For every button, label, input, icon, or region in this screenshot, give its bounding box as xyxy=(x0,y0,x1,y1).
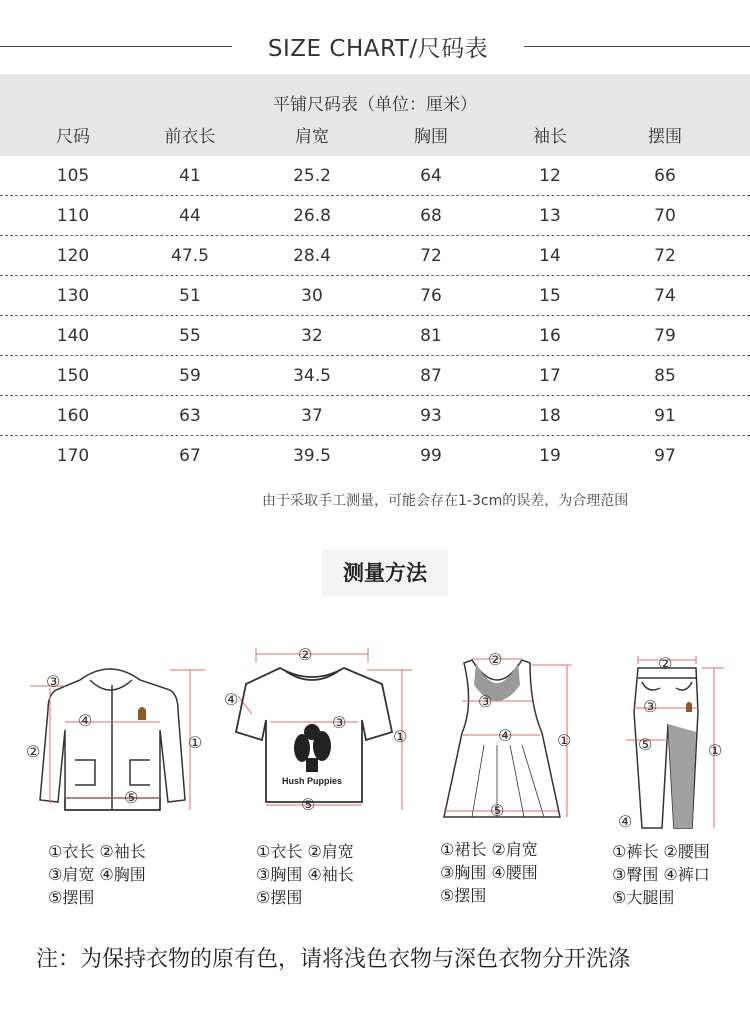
table-cell: 39.5 xyxy=(293,446,331,466)
table-cell: 13 xyxy=(539,206,561,226)
tshirt-marker-2: ② xyxy=(298,645,313,664)
table-cell: 66 xyxy=(654,166,676,186)
pants-marker-1: ① xyxy=(708,741,723,760)
dress-marker-5: ⑤ xyxy=(490,801,505,820)
legend-line: ③胸围 ④腰围 xyxy=(440,863,538,882)
size-table-header xyxy=(0,74,750,156)
table-cell: 99 xyxy=(420,446,442,466)
table-row xyxy=(0,436,750,476)
table-cell: 110 xyxy=(56,206,90,226)
table-cell: 14 xyxy=(539,246,561,266)
table-cell: 26.8 xyxy=(293,206,331,226)
page-header xyxy=(0,28,750,64)
jacket-marker-4: ④ xyxy=(78,711,93,730)
table-cell: 85 xyxy=(654,366,676,386)
table-cell: 32 xyxy=(301,326,323,346)
table-cell: 12 xyxy=(539,166,561,186)
column-header-size: 尺码 xyxy=(56,127,90,147)
table-cell: 64 xyxy=(420,166,442,186)
table-row xyxy=(0,356,750,396)
dress-marker-4: ④ xyxy=(498,726,513,745)
column-header-length: 前衣长 xyxy=(164,127,216,147)
legend-line: ⑤摆围 xyxy=(256,888,303,907)
table-cell: 150 xyxy=(56,366,90,386)
table-cell: 51 xyxy=(179,286,201,306)
column-header-chest: 胸围 xyxy=(414,127,448,147)
jacket-marker-5: ⑤ xyxy=(124,788,139,807)
legend-line: ③肩宽 ④胸围 xyxy=(48,865,146,884)
tshirt-marker-4: ④ xyxy=(224,690,239,709)
table-cell: 81 xyxy=(420,326,442,346)
legend-line: ①裙长 ②肩宽 xyxy=(440,840,538,859)
table-cell: 140 xyxy=(56,326,90,346)
table-cell: 55 xyxy=(179,326,201,346)
pants-marker-3: ③ xyxy=(643,697,658,716)
tshirt-logo-text: Hush Puppies xyxy=(281,776,343,786)
table-row xyxy=(0,396,750,436)
tshirt-legend xyxy=(256,840,354,909)
table-cell: 30 xyxy=(301,286,323,306)
tshirt-diagram xyxy=(222,640,417,820)
dress-marker-1: ① xyxy=(557,731,572,750)
pants-legend xyxy=(612,840,710,909)
table-cell: 79 xyxy=(654,326,676,346)
legend-line: ①裤长 ②腰围 xyxy=(612,842,710,861)
table-cell: 170 xyxy=(56,446,90,466)
pants-marker-4: ④ xyxy=(618,812,633,831)
jacket-marker-2: ② xyxy=(26,742,41,761)
jacket-marker-1: ① xyxy=(188,733,203,752)
jacket-legend xyxy=(48,840,146,909)
tshirt-marker-1: ① xyxy=(393,727,408,746)
table-header-row xyxy=(0,122,750,146)
tshirt-marker-5: ⑤ xyxy=(301,795,316,814)
dress-marker-3: ③ xyxy=(478,692,493,711)
legend-line: ①衣长 ②袖长 xyxy=(48,842,146,861)
column-header-hem: 摆围 xyxy=(648,127,682,147)
header-divider-right xyxy=(524,46,750,47)
measure-method-title: 测量方法 xyxy=(322,550,448,596)
table-cell: 72 xyxy=(654,246,676,266)
table-cell: 74 xyxy=(654,286,676,306)
table-cell: 68 xyxy=(420,206,442,226)
table-cell: 76 xyxy=(420,286,442,306)
table-cell: 93 xyxy=(420,406,442,426)
pants-marker-2: ② xyxy=(658,654,673,673)
table-cell: 16 xyxy=(539,326,561,346)
table-cell: 19 xyxy=(539,446,561,466)
table-cell: 160 xyxy=(56,406,90,426)
table-cell: 17 xyxy=(539,366,561,386)
tshirt-illustration xyxy=(222,640,417,820)
tshirt-marker-3: ③ xyxy=(332,713,347,732)
page-title: SIZE CHART/尺码表 xyxy=(267,36,489,62)
table-cell: 44 xyxy=(179,206,201,226)
table-cell: 18 xyxy=(539,406,561,426)
table-row xyxy=(0,156,750,196)
table-cell: 37 xyxy=(301,406,323,426)
table-cell: 72 xyxy=(420,246,442,266)
table-row xyxy=(0,276,750,316)
legend-line: ⑤大腿围 xyxy=(612,888,675,907)
jacket-marker-3: ③ xyxy=(46,672,61,691)
legend-line: ⑤摆围 xyxy=(440,886,487,905)
table-cell: 91 xyxy=(654,406,676,426)
table-row xyxy=(0,196,750,236)
legend-line: ①衣长 ②肩宽 xyxy=(256,842,354,861)
table-cell: 47.5 xyxy=(171,246,209,266)
washing-note: 注：为保持衣物的原有色，请将浅色衣物与深色衣物分开洗涤 xyxy=(36,947,631,972)
table-cell: 87 xyxy=(420,366,442,386)
legend-line: ③胸围 ④袖长 xyxy=(256,865,354,884)
table-cell: 15 xyxy=(539,286,561,306)
table-row xyxy=(0,316,750,356)
table-caption: 平铺尺码表（单位：厘米） xyxy=(273,95,477,115)
table-cell: 28.4 xyxy=(293,246,331,266)
table-cell: 25.2 xyxy=(293,166,331,186)
legend-line: ③臀围 ④裤口 xyxy=(612,865,710,884)
column-header-sleeve: 袖长 xyxy=(533,127,567,147)
table-cell: 41 xyxy=(179,166,201,186)
table-cell: 59 xyxy=(179,366,201,386)
table-cell: 97 xyxy=(654,446,676,466)
pants-marker-5: ⑤ xyxy=(638,735,653,754)
table-cell: 105 xyxy=(56,166,90,186)
legend-line: ⑤摆围 xyxy=(48,888,95,907)
header-divider-left xyxy=(0,46,232,47)
table-cell: 70 xyxy=(654,206,676,226)
table-cell: 130 xyxy=(56,286,90,306)
table-cell: 120 xyxy=(56,246,90,266)
table-cell: 67 xyxy=(179,446,201,466)
dress-legend xyxy=(440,838,538,907)
dress-marker-2: ② xyxy=(488,650,503,669)
table-row xyxy=(0,236,750,276)
measurement-tolerance-note: 由于采取手工测量，可能会存在1-3cm的误差，为合理范围 xyxy=(262,493,629,509)
table-cell: 63 xyxy=(179,406,201,426)
table-cell: 34.5 xyxy=(293,366,331,386)
column-header-shoulder: 肩宽 xyxy=(295,127,329,147)
